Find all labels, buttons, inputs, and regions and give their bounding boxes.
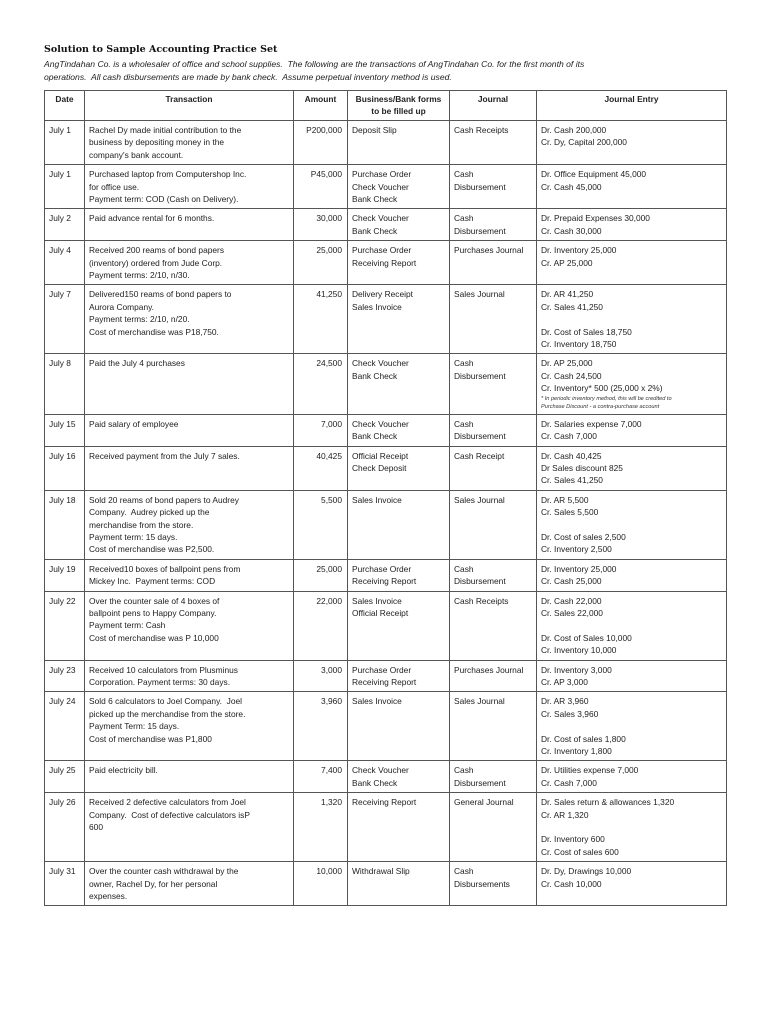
form-line: Purchase Order <box>352 563 412 574</box>
journal-line: Disbursement <box>454 777 506 788</box>
journal-cell <box>450 692 537 761</box>
forms-cell <box>348 446 450 490</box>
entry-line: Cr. Cash 7,000 <box>541 431 597 442</box>
amount-cell: 22,000 <box>294 591 348 660</box>
journal-line: Sales Journal <box>454 289 505 300</box>
forms-cell <box>348 209 450 241</box>
entry-line: Cr. Sales 41,250 <box>541 475 603 486</box>
entry-line: Dr Sales discount 825 <box>541 462 623 473</box>
forms-cell <box>348 660 450 692</box>
forms-cell <box>348 414 450 446</box>
intro-line: operations. All cash disbursements are made by bank check. Assume perpetual inventory method is used. <box>44 72 452 82</box>
form-line: Sales Invoice <box>352 696 402 707</box>
header-entry: Journal Entry <box>537 91 727 121</box>
table-header-row <box>45 91 727 121</box>
entry-spacer <box>541 821 722 833</box>
transaction-line: Company. Audrey picked up the <box>89 507 210 518</box>
journal-cell <box>450 660 537 692</box>
forms-cell <box>348 862 450 906</box>
entry-cell <box>537 285 727 354</box>
amount-cell: 7,000 <box>294 414 348 446</box>
transaction-line: for office use. <box>89 181 140 192</box>
entry-cell <box>537 121 727 165</box>
journal-line: Disbursement <box>454 225 506 236</box>
transaction-line: picked up the merchandise from the store. <box>89 708 246 719</box>
transaction-cell <box>85 862 294 906</box>
journal-line: Cash <box>454 563 474 574</box>
form-line: Bank Check <box>352 225 398 236</box>
entry-cell <box>537 209 727 241</box>
amount-cell: 3,000 <box>294 660 348 692</box>
header-date: Date <box>45 91 85 121</box>
transaction-cell <box>85 446 294 490</box>
entry-line: Dr. Inventory 25,000 <box>541 563 617 574</box>
transaction-line: owner, Rachel Dy, for her personal <box>89 878 218 889</box>
entry-line: Dr. Salaries expense 7,000 <box>541 418 642 429</box>
forms-cell <box>348 761 450 793</box>
journal-table <box>44 90 727 906</box>
form-line: Deposit Slip <box>352 125 397 135</box>
amount-cell: 7,400 <box>294 761 348 793</box>
entry-line: Cr. Cash 25,000 <box>541 576 602 587</box>
entry-line: Cr. Cash 10,000 <box>541 878 602 889</box>
entry-cell <box>537 692 727 761</box>
transaction-line: Received10 boxes of ballpoint pens from <box>89 563 241 574</box>
date-cell: July 23 <box>45 660 85 692</box>
transaction-cell <box>85 490 294 559</box>
journal-line: Cash <box>454 866 474 877</box>
date-cell: July 25 <box>45 761 85 793</box>
form-line: Bank Check <box>352 777 398 788</box>
journal-cell <box>450 285 537 354</box>
journal-cell <box>450 165 537 209</box>
table-row <box>45 354 727 414</box>
forms-cell <box>348 559 450 591</box>
form-line: Withdrawal Slip <box>352 866 410 877</box>
entry-line: Cr. Cash 24,500 <box>541 370 602 381</box>
transaction-line: company's bank account. <box>89 149 184 160</box>
entry-line: Cr. Cash 7,000 <box>541 777 597 788</box>
entry-spacer <box>541 519 722 531</box>
entry-line: Cr. AP 25,000 <box>541 257 593 268</box>
transaction-line: business by depositing money in the <box>89 137 225 148</box>
entry-line: Dr. Cash 200,000 <box>541 125 607 135</box>
entry-line: Cr. Sales 3,960 <box>541 708 599 719</box>
journal-cell <box>450 490 537 559</box>
journal-cell <box>450 862 537 906</box>
header-transaction: Transaction <box>85 91 294 121</box>
transaction-line: 600 <box>89 822 103 833</box>
entry-line: Dr. Cost of sales 1,800 <box>541 733 626 744</box>
amount-cell: 25,000 <box>294 559 348 591</box>
entry-line: Dr. Office Equipment 45,000 <box>541 169 647 180</box>
header-forms-line: to be filled up <box>371 105 426 116</box>
amount-cell: P200,000 <box>294 121 348 165</box>
transaction-line: Payment terms: 2/10, n/20. <box>89 314 190 325</box>
entry-line: Dr. Cash 40,425 <box>541 450 602 461</box>
transaction-line: Paid advance rental for 6 months. <box>89 213 215 224</box>
transaction-cell <box>85 660 294 692</box>
transaction-line: Sold 6 calculators to Joel Company. Joel <box>89 696 242 707</box>
entry-line: Cr. Sales 22,000 <box>541 607 603 618</box>
entry-line: Dr. Cost of Sales 18,750 <box>541 326 632 337</box>
date-cell: July 15 <box>45 414 85 446</box>
entry-line: Cr. Dy, Capital 200,000 <box>541 137 627 148</box>
transaction-line: Cost of merchandise was P2,500. <box>89 544 215 555</box>
table-row <box>45 559 727 591</box>
table-body <box>45 121 727 906</box>
transaction-line: Sold 20 reams of bond papers to Audrey <box>89 494 239 505</box>
transaction-line: Delivered150 reams of bond papers to <box>89 289 232 300</box>
table-row <box>45 862 727 906</box>
journal-line: General Journal <box>454 797 514 808</box>
form-line: Purchase Order <box>352 245 412 256</box>
form-line: Receiving Report <box>352 576 417 587</box>
form-line: Receiving Report <box>352 677 417 687</box>
form-line: Check Voucher <box>352 181 409 192</box>
transaction-line: Mickey Inc. Payment terms: COD <box>89 576 216 587</box>
form-line: Official Receipt <box>352 607 409 618</box>
transaction-cell <box>85 559 294 591</box>
form-line: Delivery Receipt <box>352 289 413 300</box>
entry-cell <box>537 490 727 559</box>
amount-cell: P45,000 <box>294 165 348 209</box>
amount-cell: 40,425 <box>294 446 348 490</box>
table-row <box>45 414 727 446</box>
entry-cell <box>537 354 727 414</box>
entry-line: Dr. Sales return & allowances 1,320 <box>541 797 675 808</box>
date-cell: July 8 <box>45 354 85 414</box>
transaction-line: Corporation. Payment terms: 30 days. <box>89 677 231 687</box>
form-line: Check Voucher <box>352 765 409 776</box>
transaction-line: Paid electricity bill. <box>89 765 158 776</box>
entry-line: Cr. Inventory 1,800 <box>541 746 612 757</box>
transaction-line: Cost of merchandise was P 10,000 <box>89 632 219 643</box>
entry-cell <box>537 559 727 591</box>
transaction-cell <box>85 591 294 660</box>
transaction-line: Rachel Dy made initial contribution to the <box>89 125 242 135</box>
transaction-line: Purchased laptop from Computershop Inc. <box>89 169 247 180</box>
transaction-line: Paid the July 4 purchases <box>89 358 185 369</box>
entry-spacer <box>541 313 722 325</box>
form-line: Sales Invoice <box>352 595 402 606</box>
transaction-cell <box>85 165 294 209</box>
entry-footnote: * In periodic inventory method, this will be credited to <box>541 395 672 402</box>
form-line: Sales Invoice <box>352 494 402 505</box>
entry-line: Dr. Dy, Drawings 10,000 <box>541 866 632 877</box>
entry-line: Dr. Inventory 600 <box>541 834 605 845</box>
journal-line: Cash <box>454 358 474 369</box>
table-row <box>45 793 727 862</box>
forms-cell <box>348 121 450 165</box>
table-row <box>45 692 727 761</box>
entry-line: Dr. AR 3,960 <box>541 696 589 707</box>
amount-cell: 30,000 <box>294 209 348 241</box>
journal-line: Purchases Journal <box>454 245 524 256</box>
entry-line: Cr. Sales 5,500 <box>541 507 599 518</box>
transaction-cell <box>85 121 294 165</box>
table-row <box>45 761 727 793</box>
form-line: Bank Check <box>352 370 398 381</box>
transaction-cell <box>85 793 294 862</box>
amount-cell: 5,500 <box>294 490 348 559</box>
entry-line: Dr. Utilities expense 7,000 <box>541 765 639 776</box>
entry-cell <box>537 446 727 490</box>
journal-line: Disbursement <box>454 370 506 381</box>
journal-line: Disbursement <box>454 181 506 192</box>
form-line: Check Voucher <box>352 418 409 429</box>
entry-line: Dr. AR 41,250 <box>541 289 594 300</box>
table-row <box>45 490 727 559</box>
entry-line: Dr. Prepaid Expenses 30,000 <box>541 213 650 224</box>
transaction-line: Received payment from the July 7 sales. <box>89 450 240 461</box>
date-cell: July 1 <box>45 165 85 209</box>
entry-cell <box>537 761 727 793</box>
entry-line: Cr. Inventory 2,500 <box>541 544 612 555</box>
transaction-cell <box>85 209 294 241</box>
journal-line: Cash <box>454 213 474 224</box>
journal-line: Purchases Journal <box>454 664 524 675</box>
transaction-line: ballpoint pens to Happy Company. <box>89 607 217 618</box>
table-row <box>45 121 727 165</box>
forms-cell <box>348 490 450 559</box>
entry-line: Cr. AP 3,000 <box>541 677 588 687</box>
form-line: Receiving Report <box>352 797 417 808</box>
forms-cell <box>348 591 450 660</box>
table-row <box>45 446 727 490</box>
transaction-line: Aurora Company. <box>89 301 155 312</box>
journal-line: Cash Receipt <box>454 450 505 461</box>
entry-line: Dr. Cash 22,000 <box>541 595 602 606</box>
amount-cell: 41,250 <box>294 285 348 354</box>
forms-cell <box>348 285 450 354</box>
entry-line: Dr. Inventory 25,000 <box>541 245 617 256</box>
entry-cell <box>537 660 727 692</box>
transaction-line: Over the counter cash withdrawal by the <box>89 866 239 877</box>
transaction-line: Cost of merchandise was P18,750. <box>89 326 219 337</box>
form-line: Receiving Report <box>352 257 417 268</box>
form-line: Check Deposit <box>352 462 407 473</box>
amount-cell: 25,000 <box>294 241 348 285</box>
document-title: Solution to Sample Accounting Practice Set <box>44 44 278 55</box>
form-line: Bank Check <box>352 431 398 442</box>
entry-cell <box>537 414 727 446</box>
journal-cell <box>450 241 537 285</box>
journal-line: Cash Receipts <box>454 595 509 606</box>
transaction-cell <box>85 285 294 354</box>
entry-footnote: Purchase Discount - a contra-purchase account <box>541 403 660 410</box>
entry-line: Cr. Cash 45,000 <box>541 181 602 192</box>
transaction-line: Received 200 reams of bond papers <box>89 245 225 256</box>
form-line: Purchase Order <box>352 169 412 180</box>
form-line: Bank Check <box>352 194 398 205</box>
journal-cell <box>450 761 537 793</box>
entry-line: Dr. Inventory 3,000 <box>541 664 612 675</box>
date-cell: July 7 <box>45 285 85 354</box>
journal-line: Sales Journal <box>454 696 505 707</box>
transaction-line: Company. Cost of defective calculators isP <box>89 809 250 820</box>
entry-line: Dr. Cost of sales 2,500 <box>541 531 626 542</box>
entry-line: Dr. AP 25,000 <box>541 358 593 369</box>
header-forms-line: Business/Bank forms <box>355 94 442 104</box>
entry-line: Cr. Cost of sales 600 <box>541 846 619 857</box>
form-line: Sales Invoice <box>352 301 402 312</box>
entry-cell <box>537 165 727 209</box>
date-cell: July 31 <box>45 862 85 906</box>
transaction-line: Payment term: 15 days. <box>89 531 178 542</box>
transaction-cell <box>85 692 294 761</box>
journal-line: Cash <box>454 418 474 429</box>
date-cell: July 4 <box>45 241 85 285</box>
table-row <box>45 591 727 660</box>
form-line: Check Voucher <box>352 213 409 224</box>
forms-cell <box>348 165 450 209</box>
transaction-line: expenses. <box>89 891 128 902</box>
journal-cell <box>450 559 537 591</box>
intro-line: AngTindahan Co. is a wholesaler of office and school supplies. The following are the transactions of AngTindahan Co. for the first month of its <box>44 59 585 69</box>
table-row <box>45 165 727 209</box>
forms-cell <box>348 354 450 414</box>
transaction-line: Received 10 calculators from Plusminus <box>89 664 238 675</box>
header-amount: Amount <box>294 91 348 121</box>
journal-cell <box>450 209 537 241</box>
date-cell: July 24 <box>45 692 85 761</box>
transaction-line: Payment term: COD (Cash on Delivery). <box>89 194 239 205</box>
transaction-line: Paid salary of employee <box>89 418 179 429</box>
entry-line: Cr. Inventory 18,750 <box>541 339 617 350</box>
entry-line: Cr. Inventory* 500 (25,000 x 2%) <box>541 383 663 394</box>
journal-cell <box>450 121 537 165</box>
transaction-cell <box>85 241 294 285</box>
amount-cell: 1,320 <box>294 793 348 862</box>
entry-line: Cr. Cash 30,000 <box>541 225 602 236</box>
journal-line: Cash <box>454 765 474 776</box>
journal-cell <box>450 446 537 490</box>
transaction-line: Payment terms: 2/10, n/30. <box>89 270 190 281</box>
entry-cell <box>537 241 727 285</box>
date-cell: July 16 <box>45 446 85 490</box>
journal-cell <box>450 414 537 446</box>
journal-line: Disbursements <box>454 878 510 889</box>
table-row <box>45 660 727 692</box>
transaction-line: Payment Term: 15 days. <box>89 721 180 732</box>
entry-spacer <box>541 720 722 732</box>
journal-line: Sales Journal <box>454 494 505 505</box>
journal-cell <box>450 354 537 414</box>
transaction-cell <box>85 354 294 414</box>
date-cell: July 1 <box>45 121 85 165</box>
entry-line: Cr. Inventory 10,000 <box>541 645 617 656</box>
amount-cell: 3,960 <box>294 692 348 761</box>
form-line: Official Receipt <box>352 450 409 461</box>
date-cell: July 19 <box>45 559 85 591</box>
date-cell: July 2 <box>45 209 85 241</box>
transaction-line: Over the counter sale of 4 boxes of <box>89 595 220 606</box>
transaction-line: Cost of merchandise was P1,800 <box>89 733 212 744</box>
journal-cell <box>450 591 537 660</box>
entry-line: Dr. Cost of Sales 10,000 <box>541 632 632 643</box>
forms-cell <box>348 793 450 862</box>
transaction-cell <box>85 414 294 446</box>
transaction-line: merchandise from the store. <box>89 519 194 530</box>
form-line: Purchase Order <box>352 664 412 675</box>
transaction-line: Received 2 defective calculators from Joel <box>89 797 246 808</box>
date-cell: July 18 <box>45 490 85 559</box>
table-row <box>45 209 727 241</box>
entry-line: Cr. Sales 41,250 <box>541 301 603 312</box>
entry-cell <box>537 793 727 862</box>
date-cell: July 26 <box>45 793 85 862</box>
entry-line: Dr. AR 5,500 <box>541 494 589 505</box>
table-row <box>45 241 727 285</box>
form-line: Check Voucher <box>352 358 409 369</box>
header-journal: Journal <box>450 91 537 121</box>
header-forms <box>348 91 450 121</box>
journal-line: Cash Receipts <box>454 125 509 135</box>
entry-cell <box>537 591 727 660</box>
journal-line: Cash <box>454 169 474 180</box>
amount-cell: 10,000 <box>294 862 348 906</box>
forms-cell <box>348 692 450 761</box>
document-page <box>44 44 726 906</box>
document-intro <box>44 58 726 84</box>
forms-cell <box>348 241 450 285</box>
transaction-line: (inventory) ordered from Jude Corp. <box>89 257 223 268</box>
journal-line: Disbursement <box>454 576 506 587</box>
amount-cell: 24,500 <box>294 354 348 414</box>
entry-cell <box>537 862 727 906</box>
transaction-cell <box>85 761 294 793</box>
transaction-line: Payment term: Cash <box>89 620 166 631</box>
table-row <box>45 285 727 354</box>
entry-line: Cr. AR 1,320 <box>541 809 589 820</box>
date-cell: July 22 <box>45 591 85 660</box>
journal-cell <box>450 793 537 862</box>
journal-line: Disbursement <box>454 431 506 442</box>
entry-spacer <box>541 619 722 631</box>
